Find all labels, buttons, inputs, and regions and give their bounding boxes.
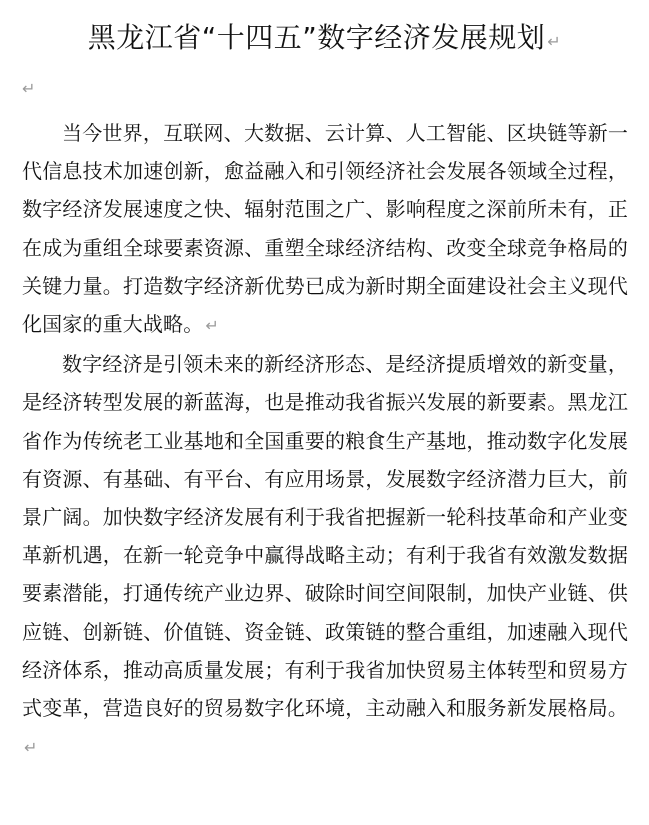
- paragraph-mark-icon: ↵: [205, 316, 219, 336]
- paragraph-mark-icon: ↵: [22, 79, 36, 98]
- body-paragraph: [22, 114, 628, 345]
- paragraph-mark-icon: ↵: [547, 32, 562, 51]
- document-title-line: [0, 14, 649, 66]
- paragraph-text: 当今世界，互联网、大数据、云计算、人工智能、区块链等新一代信息技术加速创新，愈益融入和引领经济社会发展各领域全过程，数字经济发展速度之快、辐射范围之广、影响程度之深前所未有，正在成为重组全球要素资源、重塑全球经济结构、改变全球竞争格局的关键力量。打造数字经济新优势已成为新时期全面建设社会主义现代化国家的重大战略。: [22, 121, 628, 337]
- empty-paragraph: [20, 75, 35, 103]
- document-body: [22, 114, 628, 767]
- paragraph-mark-icon: ↵: [24, 738, 38, 758]
- document-title: 黑龙江省“十四五”数字经济发展规划: [87, 21, 546, 54]
- body-paragraph: [22, 345, 628, 767]
- paragraph-text: 数字经济是引领未来的新经济形态、是经济提质增效的新变量，是经济转型发展的新蓝海，也是推动我省振兴发展的新要素。黑龙江省作为传统老工业基地和全国重要的粮食生产基地，推动数字化发展有资源、有基础、有平台、有应用场景，发展数字经济潜力巨大，前景广阔。加快数字经济发展有利于我省把握新一轮科技革命和产业变革新机遇，在新一轮竞争中赢得战略主动；有利于我省有效激发数据要素潜能，打通传统产业边界、破除时间空间限制，加快产业链、供应链、创新链、价值链、资金链、政策链的整合重组，加速融入现代经济体系，推动高质量发展；有利于我省加快贸易主体转型和贸易方式变革，营造良好的贸易数字化环境，主动融入和服务新发展格局。: [22, 352, 628, 721]
